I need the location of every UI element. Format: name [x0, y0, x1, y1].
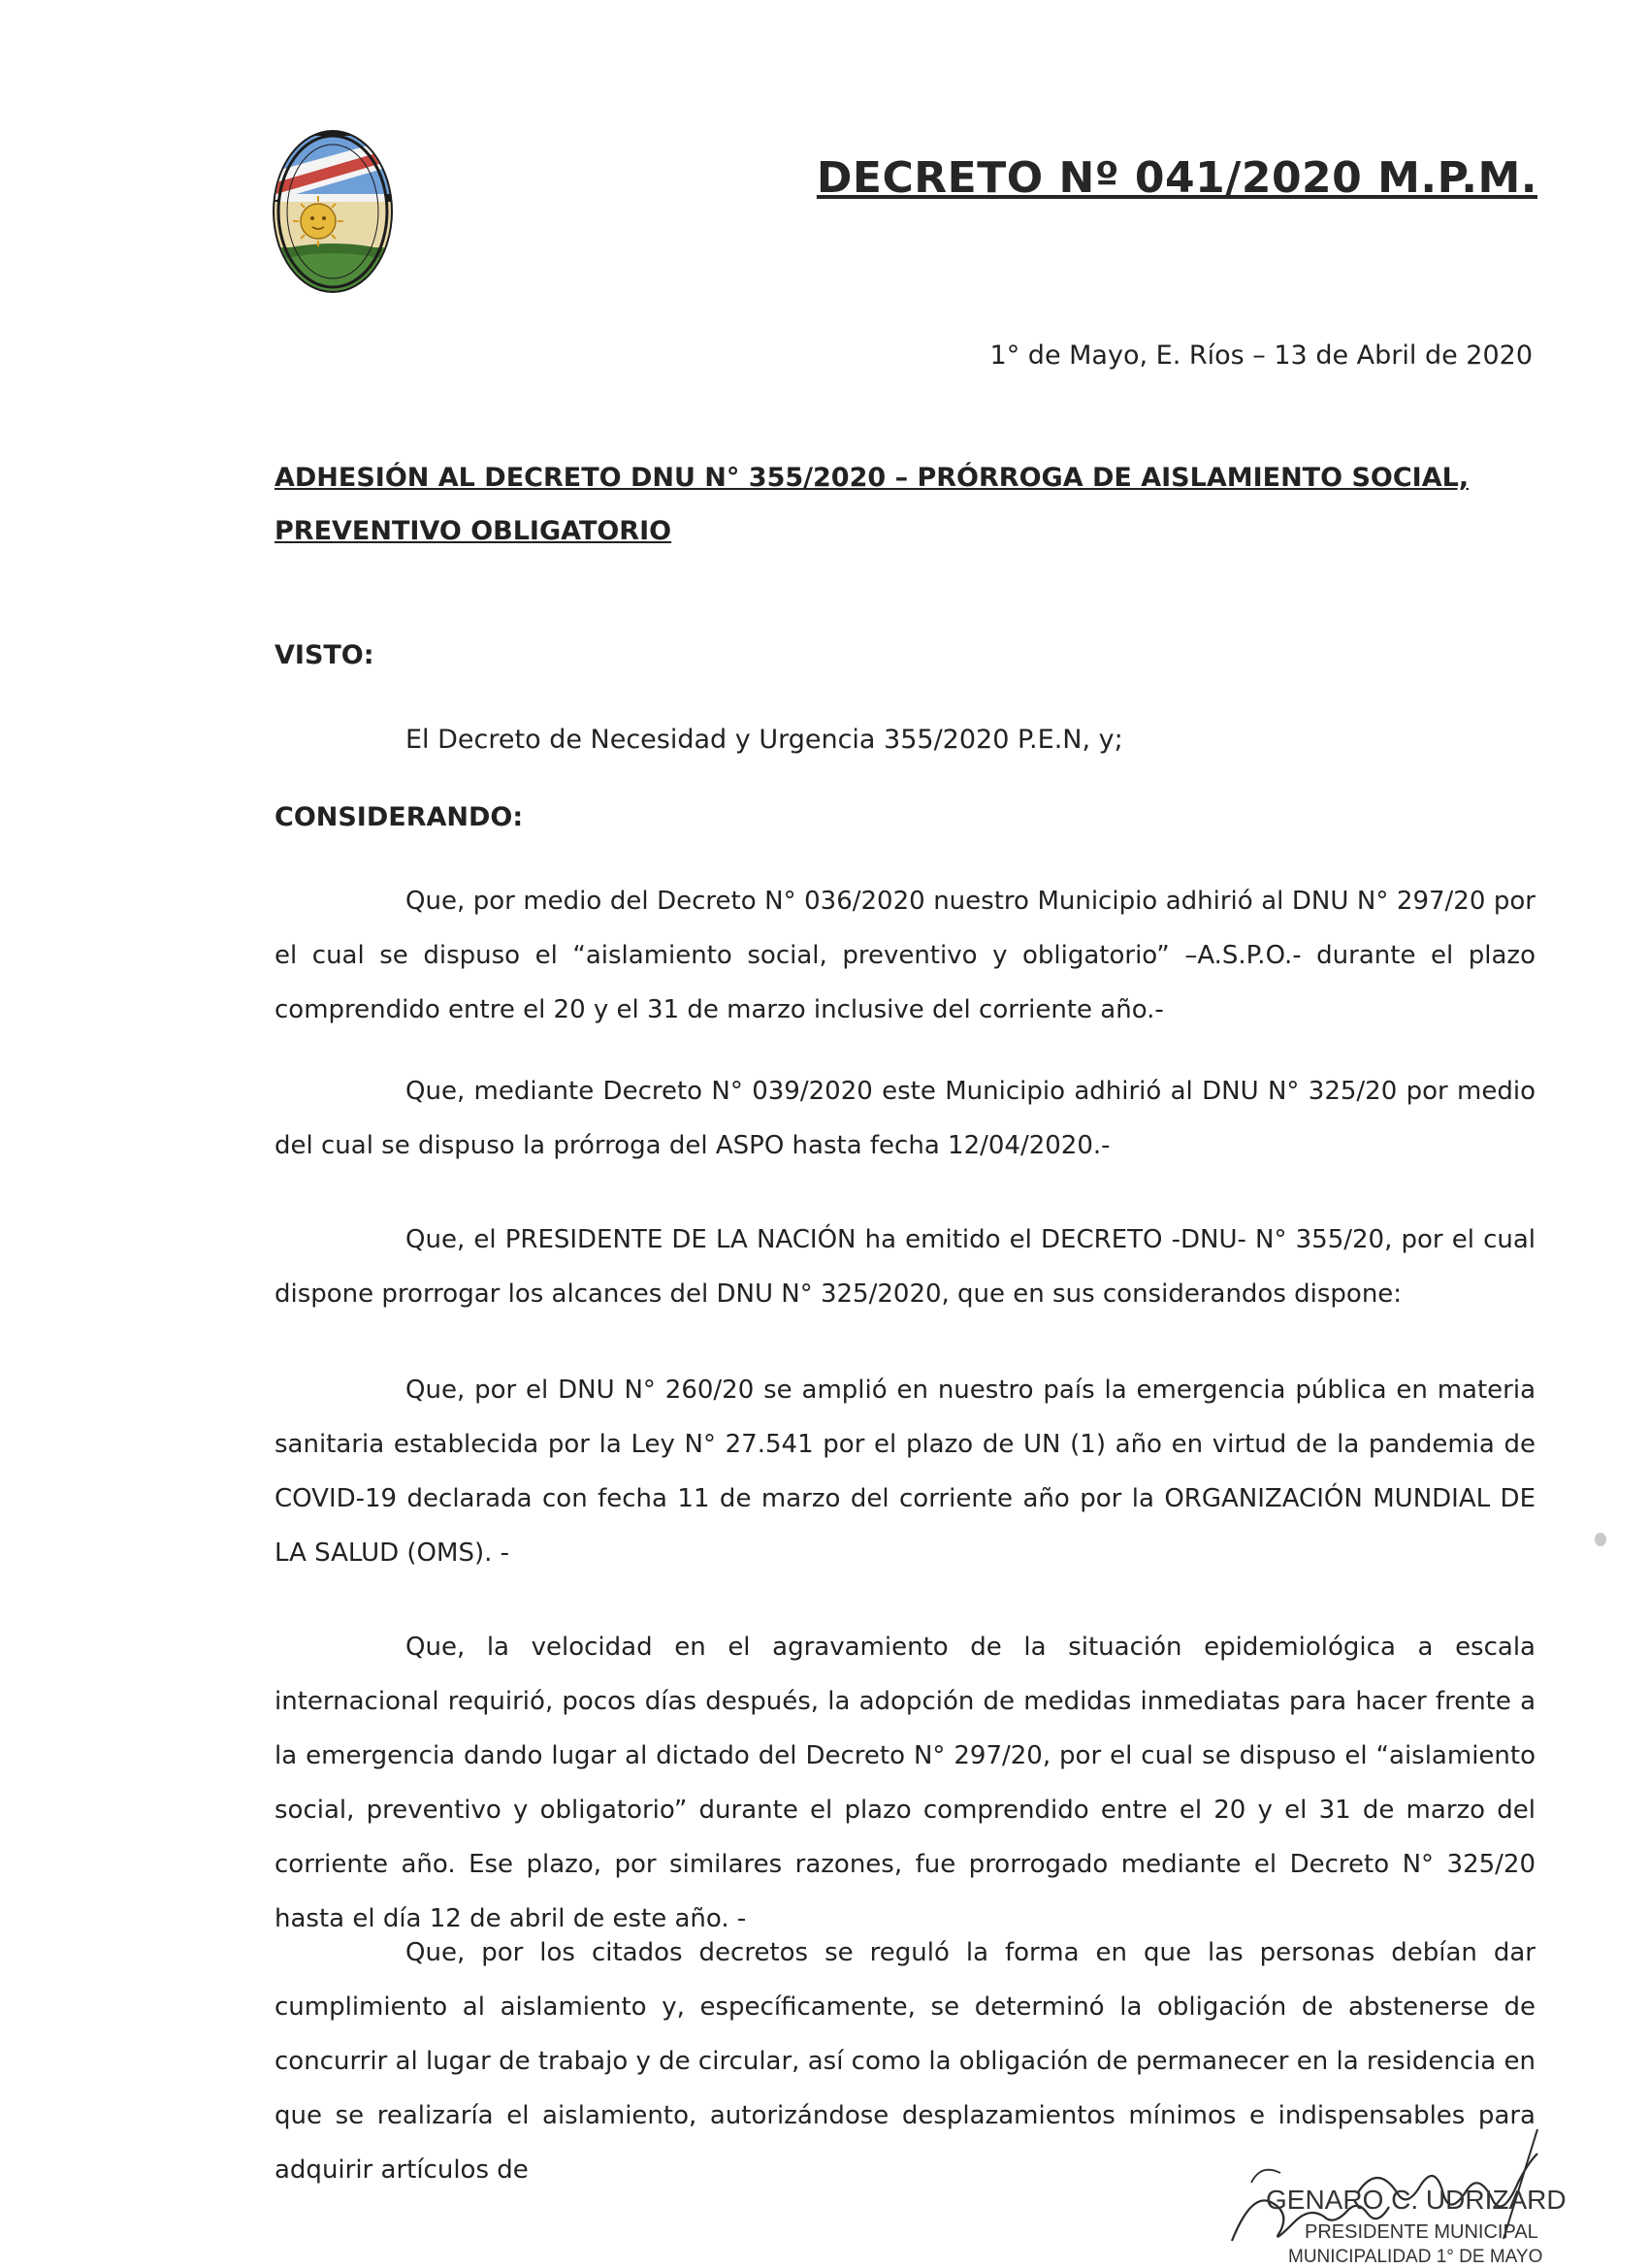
considerando-heading: CONSIDERANDO:: [275, 802, 524, 832]
visto-text: El Decreto de Necesidad y Urgencia 355/2020 P.E.N, y;: [405, 725, 1123, 755]
paragraph-2: Que, mediante Decreto N° 039/2020 este Municipio adhirió al DNU N° 325/20 por medio del cual se dispuso la prórroga del ASPO hasta fecha 12/04/2020.-: [275, 1077, 1536, 1160]
decree-date: 1° de Mayo, E. Ríos – 13 de Abril de 2020: [989, 340, 1533, 371]
paragraph-4: Que, por el DNU N° 260/20 se amplió en nuestro país la emergencia pública en materia sanitaria establecida por la Ley N° 27.541 por el plazo de UN (1) año en virtud de la pandemia de COVID-19 declarada con fecha 11 de marzo del corriente año por la ORGANIZACIÓN MUNDIAL DE LA SALUD (OMS). -: [275, 1376, 1536, 1568]
paragraph-6: Que, por los citados decretos se reguló la forma en que las personas debían dar cumplimiento al aislamiento y, específicamente, se determinó la obligación de abstenerse de concurrir al lugar de trabajo y de circular, así como la obligación de permanecer en la residencia en que se realizaría el aislamiento, autorizándose desplazamientos mínimos e indispensables para adquirir artículos de: [275, 1938, 1536, 2185]
signature-role: PRESIDENTE MUNICIPAL: [1305, 2221, 1538, 2243]
scan-speck: [1595, 1533, 1606, 1546]
visto-heading: VISTO:: [275, 640, 374, 670]
signature-name: GENARO C. UDRIZARD: [1266, 2185, 1567, 2215]
decree-title: DECRETO Nº 041/2020 M.P.M.: [816, 153, 1537, 203]
decree-subject: ADHESIÓN AL DECRETO DNU N° 355/2020 – PRÓRROGA DE AISLAMIENTO SOCIAL, PREVENTIVO OBLIGATORIO: [275, 463, 1470, 546]
paragraph-5: Que, la velocidad en el agravamiento de la situación epidemiológica a escala internacional requirió, pocos días después, la adopción de medidas inmediatas para hacer frente a la emergencia dando lugar al dictado del Decreto N° 297/20, por el cual se dispuso el “aislamiento social, preventivo y obligatorio” durante el plazo comprendido entre el 20 y el 31 de marzo del corriente año. Ese plazo, por similares razones, fue prorrogado mediante el Decreto N° 325/20 hasta el día 12 de abril de este año. -: [275, 1633, 1536, 1933]
municipal-crest-logo: [270, 126, 396, 296]
paragraph-1: Que, por medio del Decreto N° 036/2020 nuestro Municipio adhirió al DNU N° 297/20 por el cual se dispuso el “aislamiento social, preventivo y obligatorio” –A.S.P.O.- durante el plazo comprendido entre el 20 y el 31 de marzo inclusive del corriente año.-: [275, 887, 1536, 1024]
signature-organization: MUNICIPALIDAD 1° DE MAYO: [1288, 2247, 1543, 2267]
paragraph-3: Que, el PRESIDENTE DE LA NACIÓN ha emitido el DECRETO -DNU- N° 355/20, por el cual dispone prorrogar los alcances del DNU N° 325/2020, que en sus considerandos dispone:: [275, 1225, 1536, 1309]
